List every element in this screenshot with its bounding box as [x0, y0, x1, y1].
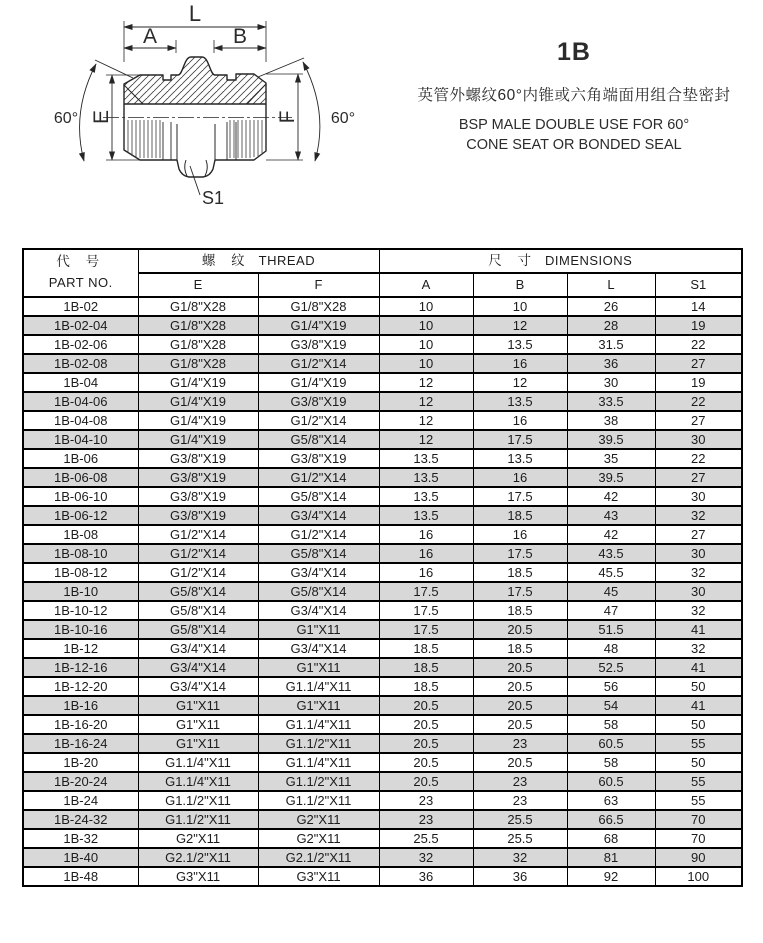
value-cell: 13.5: [473, 392, 567, 411]
part-no-cell: 1B-08: [23, 525, 138, 544]
value-cell: 42: [567, 525, 655, 544]
value-cell: 55: [655, 791, 742, 810]
value-cell: G1/2"X14: [258, 468, 379, 487]
part-no-cell: 1B-02: [23, 297, 138, 316]
table-row: [23, 848, 742, 867]
value-cell: 17.5: [379, 601, 473, 620]
value-cell: 27: [655, 411, 742, 430]
value-cell: 47: [567, 601, 655, 620]
value-cell: G5/8"X14: [138, 620, 258, 639]
product-title-en-line1: BSP MALE DOUBLE USE FOR 60°: [458, 117, 690, 133]
part-no-cell: 1B-48: [23, 867, 138, 886]
value-cell: G2"X11: [138, 829, 258, 848]
value-cell: G3/4"X14: [258, 563, 379, 582]
value-cell: G1.1/2"X11: [258, 772, 379, 791]
value-cell: 18.5: [379, 639, 473, 658]
value-cell: G1.1/4"X11: [258, 753, 379, 772]
table-row: [23, 601, 742, 620]
value-cell: 30: [567, 373, 655, 392]
value-cell: 30: [655, 582, 742, 601]
table-row: [23, 810, 742, 829]
table-row: [23, 696, 742, 715]
value-cell: 48: [567, 639, 655, 658]
header-dimensions-en: DIMENSIONS: [544, 252, 633, 268]
part-no-cell: 1B-06: [23, 449, 138, 468]
table-row: [23, 449, 742, 468]
value-cell: 27: [655, 525, 742, 544]
part-no-cell: 1B-20: [23, 753, 138, 772]
value-cell: 17.5: [473, 544, 567, 563]
value-cell: 50: [655, 677, 742, 696]
part-no-cell: 1B-02-06: [23, 335, 138, 354]
value-cell: G3"X11: [258, 867, 379, 886]
value-cell: 70: [655, 829, 742, 848]
dim-label-e: E: [90, 109, 113, 125]
value-cell: 38: [567, 411, 655, 430]
table-row: [23, 373, 742, 392]
value-cell: G1"X11: [138, 734, 258, 753]
value-cell: G1/8"X28: [138, 316, 258, 335]
part-no-cell: 1B-12-20: [23, 677, 138, 696]
value-cell: 36: [473, 867, 567, 886]
value-cell: G1/2"X14: [138, 563, 258, 582]
table-row: [23, 582, 742, 601]
value-cell: 58: [567, 715, 655, 734]
value-cell: 41: [655, 696, 742, 715]
value-cell: 12: [379, 411, 473, 430]
value-cell: 32: [473, 848, 567, 867]
value-cell: 43: [567, 506, 655, 525]
value-cell: G1.1/2"X11: [258, 734, 379, 753]
value-cell: 16: [473, 411, 567, 430]
table-row: [23, 525, 742, 544]
product-title-en-line2: CONE SEAT OR BONDED SEAL: [466, 136, 682, 153]
value-cell: 13.5: [473, 449, 567, 468]
value-cell: G3/4"X14: [258, 506, 379, 525]
part-no-cell: 1B-24-32: [23, 810, 138, 829]
value-cell: G3/8"X19: [258, 449, 379, 468]
value-cell: 20.5: [473, 620, 567, 639]
header-col-e: E: [138, 273, 258, 297]
table-row: [23, 411, 742, 430]
value-cell: 30: [655, 430, 742, 449]
value-cell: G5/8"X14: [258, 544, 379, 563]
value-cell: 18.5: [473, 601, 567, 620]
value-cell: 13.5: [473, 335, 567, 354]
value-cell: G2"X11: [258, 810, 379, 829]
value-cell: G1"X11: [258, 696, 379, 715]
value-cell: 30: [655, 544, 742, 563]
value-cell: 36: [567, 354, 655, 373]
value-cell: G5/8"X14: [138, 582, 258, 601]
value-cell: G3/4"X14: [138, 658, 258, 677]
value-cell: 36: [379, 867, 473, 886]
fitting-technical-drawing: [0, 0, 400, 242]
value-cell: 23: [379, 810, 473, 829]
header-col-f: F: [258, 273, 379, 297]
table-row: [23, 506, 742, 525]
value-cell: 13.5: [379, 449, 473, 468]
dim-label-a: A: [142, 25, 158, 48]
value-cell: 50: [655, 715, 742, 734]
value-cell: 18.5: [473, 639, 567, 658]
value-cell: 23: [473, 791, 567, 810]
value-cell: G1.1/4"X11: [258, 715, 379, 734]
table-row: [23, 658, 742, 677]
value-cell: G3"X11: [138, 867, 258, 886]
value-cell: 14: [655, 297, 742, 316]
value-cell: 45.5: [567, 563, 655, 582]
table-row: [23, 392, 742, 411]
dim-label-length: L: [188, 1, 202, 26]
part-no-cell: 1B-04-08: [23, 411, 138, 430]
value-cell: G1.1/2"X11: [138, 810, 258, 829]
table-row: [23, 639, 742, 658]
table-row: [23, 753, 742, 772]
table-row: [23, 734, 742, 753]
value-cell: 92: [567, 867, 655, 886]
value-cell: G1.1/2"X11: [258, 791, 379, 810]
value-cell: 16: [379, 563, 473, 582]
value-cell: 17.5: [473, 582, 567, 601]
table-row: [23, 772, 742, 791]
part-no-cell: 1B-20-24: [23, 772, 138, 791]
value-cell: 20.5: [473, 715, 567, 734]
value-cell: 39.5: [567, 468, 655, 487]
value-cell: G1/8"X28: [258, 297, 379, 316]
table-row: [23, 715, 742, 734]
value-cell: 43.5: [567, 544, 655, 563]
value-cell: 23: [473, 734, 567, 753]
value-cell: 16: [379, 525, 473, 544]
angle-arc-right: [303, 62, 320, 161]
value-cell: 63: [567, 791, 655, 810]
dim-label-f: F: [276, 110, 299, 124]
value-cell: 16: [379, 544, 473, 563]
value-cell: 70: [655, 810, 742, 829]
value-cell: 12: [473, 373, 567, 392]
value-cell: 32: [655, 563, 742, 582]
parts-table-body: [23, 297, 742, 886]
header-part-no-cn: 代 号: [56, 254, 106, 270]
value-cell: 90: [655, 848, 742, 867]
value-cell: G1/2"X14: [138, 544, 258, 563]
value-cell: G1/4"X19: [138, 392, 258, 411]
value-cell: G1"X11: [138, 715, 258, 734]
value-cell: 16: [473, 525, 567, 544]
part-no-cell: 1B-10: [23, 582, 138, 601]
value-cell: 25.5: [379, 829, 473, 848]
value-cell: 20.5: [379, 734, 473, 753]
value-cell: 10: [473, 297, 567, 316]
value-cell: 32: [379, 848, 473, 867]
value-cell: 39.5: [567, 430, 655, 449]
value-cell: 20.5: [473, 696, 567, 715]
value-cell: 22: [655, 449, 742, 468]
header-thread-group: [138, 249, 379, 273]
value-cell: G3/8"X19: [138, 506, 258, 525]
value-cell: G3/8"X19: [138, 449, 258, 468]
header-dimensions-group: [379, 249, 742, 273]
value-cell: G3/4"X14: [258, 639, 379, 658]
value-cell: G1/8"X28: [138, 354, 258, 373]
value-cell: 20.5: [473, 677, 567, 696]
value-cell: 18.5: [473, 563, 567, 582]
value-cell: 30: [655, 487, 742, 506]
value-cell: 22: [655, 335, 742, 354]
value-cell: 50: [655, 753, 742, 772]
parts-table-header: [23, 249, 742, 297]
value-cell: G5/8"X14: [258, 430, 379, 449]
value-cell: 32: [655, 639, 742, 658]
part-no-cell: 1B-10-16: [23, 620, 138, 639]
table-row: [23, 867, 742, 886]
header-col-l: L: [567, 273, 655, 297]
value-cell: G1"X11: [258, 620, 379, 639]
value-cell: 52.5: [567, 658, 655, 677]
value-cell: 35: [567, 449, 655, 468]
value-cell: 17.5: [379, 582, 473, 601]
value-cell: 19: [655, 316, 742, 335]
value-cell: 10: [379, 316, 473, 335]
table-row: [23, 297, 742, 316]
value-cell: 17.5: [473, 487, 567, 506]
value-cell: 16: [473, 354, 567, 373]
value-cell: 32: [655, 601, 742, 620]
value-cell: 13.5: [379, 487, 473, 506]
value-cell: 13.5: [379, 506, 473, 525]
value-cell: 13.5: [379, 468, 473, 487]
value-cell: G3/8"X19: [258, 335, 379, 354]
part-no-cell: 1B-16-24: [23, 734, 138, 753]
value-cell: G1/8"X28: [138, 335, 258, 354]
value-cell: G1/2"X14: [258, 411, 379, 430]
value-cell: 31.5: [567, 335, 655, 354]
value-cell: 27: [655, 468, 742, 487]
value-cell: 20.5: [473, 658, 567, 677]
value-cell: G3/4"X14: [258, 601, 379, 620]
value-cell: 10: [379, 297, 473, 316]
value-cell: G1/8"X28: [138, 297, 258, 316]
value-cell: 18.5: [473, 506, 567, 525]
part-no-cell: 1B-02-04: [23, 316, 138, 335]
value-cell: G1"X11: [138, 696, 258, 715]
table-row: [23, 316, 742, 335]
table-row: [23, 468, 742, 487]
value-cell: 41: [655, 620, 742, 639]
value-cell: G1/4"X19: [258, 316, 379, 335]
part-no-cell: 1B-12: [23, 639, 138, 658]
value-cell: 42: [567, 487, 655, 506]
table-row: [23, 430, 742, 449]
value-cell: G3/8"X19: [138, 468, 258, 487]
value-cell: 28: [567, 316, 655, 335]
part-no-cell: 1B-06-08: [23, 468, 138, 487]
part-no-cell: 1B-08-12: [23, 563, 138, 582]
value-cell: G2.1/2"X11: [258, 848, 379, 867]
product-title-cn: 英管外螺纹60°内锥或六角端面用组合垫密封: [417, 87, 731, 104]
value-cell: G1/2"X14: [258, 354, 379, 373]
header-col-b: B: [473, 273, 567, 297]
header-thread-en: THREAD: [258, 252, 316, 268]
value-cell: 20.5: [379, 772, 473, 791]
table-row: [23, 791, 742, 810]
value-cell: 20.5: [379, 753, 473, 772]
value-cell: G1/4"X19: [138, 373, 258, 392]
header-col-s1: S1: [655, 273, 742, 297]
value-cell: 58: [567, 753, 655, 772]
value-cell: 81: [567, 848, 655, 867]
table-row: [23, 829, 742, 848]
parts-table: [22, 248, 743, 887]
thread-hatch-lines: [128, 120, 262, 158]
value-cell: G1.1/2"X11: [138, 791, 258, 810]
value-cell: 55: [655, 734, 742, 753]
value-cell: G5/8"X14: [258, 487, 379, 506]
value-cell: G5/8"X14: [258, 582, 379, 601]
value-cell: 20.5: [379, 696, 473, 715]
value-cell: 54: [567, 696, 655, 715]
drawing-section: [0, 0, 763, 242]
value-cell: 22: [655, 392, 742, 411]
part-no-cell: 1B-24: [23, 791, 138, 810]
value-cell: 19: [655, 373, 742, 392]
part-no-cell: 1B-06-12: [23, 506, 138, 525]
value-cell: 56: [567, 677, 655, 696]
value-cell: G3/8"X19: [138, 487, 258, 506]
value-cell: 41: [655, 658, 742, 677]
part-no-cell: 1B-06-10: [23, 487, 138, 506]
value-cell: 26: [567, 297, 655, 316]
value-cell: 23: [473, 772, 567, 791]
value-cell: 25.5: [473, 829, 567, 848]
title-block: [392, 38, 756, 155]
value-cell: 25.5: [473, 810, 567, 829]
value-cell: G1/2"X14: [258, 525, 379, 544]
table-row: [23, 544, 742, 563]
value-cell: G3/8"X19: [258, 392, 379, 411]
value-cell: G5/8"X14: [138, 601, 258, 620]
table-row: [23, 677, 742, 696]
value-cell: 33.5: [567, 392, 655, 411]
value-cell: 68: [567, 829, 655, 848]
value-cell: 27: [655, 354, 742, 373]
value-cell: 16: [473, 468, 567, 487]
value-cell: G1/4"X19: [138, 411, 258, 430]
value-cell: G3/4"X14: [138, 639, 258, 658]
header-thread-cn: 螺 纹: [201, 252, 251, 268]
part-no-cell: 1B-16-20: [23, 715, 138, 734]
value-cell: 51.5: [567, 620, 655, 639]
header-part-no-en: PART NO.: [48, 275, 113, 291]
value-cell: G1"X11: [258, 658, 379, 677]
value-cell: G2.1/2"X11: [138, 848, 258, 867]
dim-label-s1: S1: [202, 188, 225, 208]
part-no-cell: 1B-10-12: [23, 601, 138, 620]
value-cell: 55: [655, 772, 742, 791]
value-cell: 66.5: [567, 810, 655, 829]
part-no-cell: 1B-02-08: [23, 354, 138, 373]
value-cell: 17.5: [473, 430, 567, 449]
table-row: [23, 563, 742, 582]
header-col-a: A: [379, 273, 473, 297]
value-cell: G1/4"X19: [138, 430, 258, 449]
value-cell: 12: [379, 392, 473, 411]
part-no-cell: 1B-12-16: [23, 658, 138, 677]
value-cell: G2"X11: [258, 829, 379, 848]
part-no-cell: 1B-16: [23, 696, 138, 715]
value-cell: G1/4"X19: [258, 373, 379, 392]
header-part-no: [23, 249, 138, 297]
value-cell: 12: [379, 430, 473, 449]
header-dimensions-cn: 尺 寸: [488, 252, 537, 268]
part-no-cell: 1B-08-10: [23, 544, 138, 563]
table-row: [23, 620, 742, 639]
value-cell: 10: [379, 335, 473, 354]
table-row: [23, 335, 742, 354]
value-cell: 32: [655, 506, 742, 525]
value-cell: G1.1/4"X11: [258, 677, 379, 696]
model-code: 1B: [557, 38, 591, 66]
value-cell: 12: [379, 373, 473, 392]
angle-label-right: 60°: [330, 110, 356, 127]
value-cell: 20.5: [379, 715, 473, 734]
value-cell: 18.5: [379, 677, 473, 696]
value-cell: 100: [655, 867, 742, 886]
value-cell: 10: [379, 354, 473, 373]
value-cell: G1.1/4"X11: [138, 753, 258, 772]
value-cell: 20.5: [473, 753, 567, 772]
angle-label-left: 60°: [53, 110, 79, 127]
table-row: [23, 354, 742, 373]
part-no-cell: 1B-04-10: [23, 430, 138, 449]
part-no-cell: 1B-04: [23, 373, 138, 392]
value-cell: G1.1/4"X11: [138, 772, 258, 791]
value-cell: 45: [567, 582, 655, 601]
value-cell: 18.5: [379, 658, 473, 677]
value-cell: 23: [379, 791, 473, 810]
dim-label-b: B: [232, 25, 248, 48]
part-no-cell: 1B-32: [23, 829, 138, 848]
part-no-cell: 1B-04-06: [23, 392, 138, 411]
value-cell: G1/2"X14: [138, 525, 258, 544]
value-cell: 12: [473, 316, 567, 335]
value-cell: G3/4"X14: [138, 677, 258, 696]
table-row: [23, 487, 742, 506]
product-title-en: [392, 116, 756, 155]
part-no-cell: 1B-40: [23, 848, 138, 867]
value-cell: 17.5: [379, 620, 473, 639]
value-cell: 60.5: [567, 772, 655, 791]
value-cell: 60.5: [567, 734, 655, 753]
